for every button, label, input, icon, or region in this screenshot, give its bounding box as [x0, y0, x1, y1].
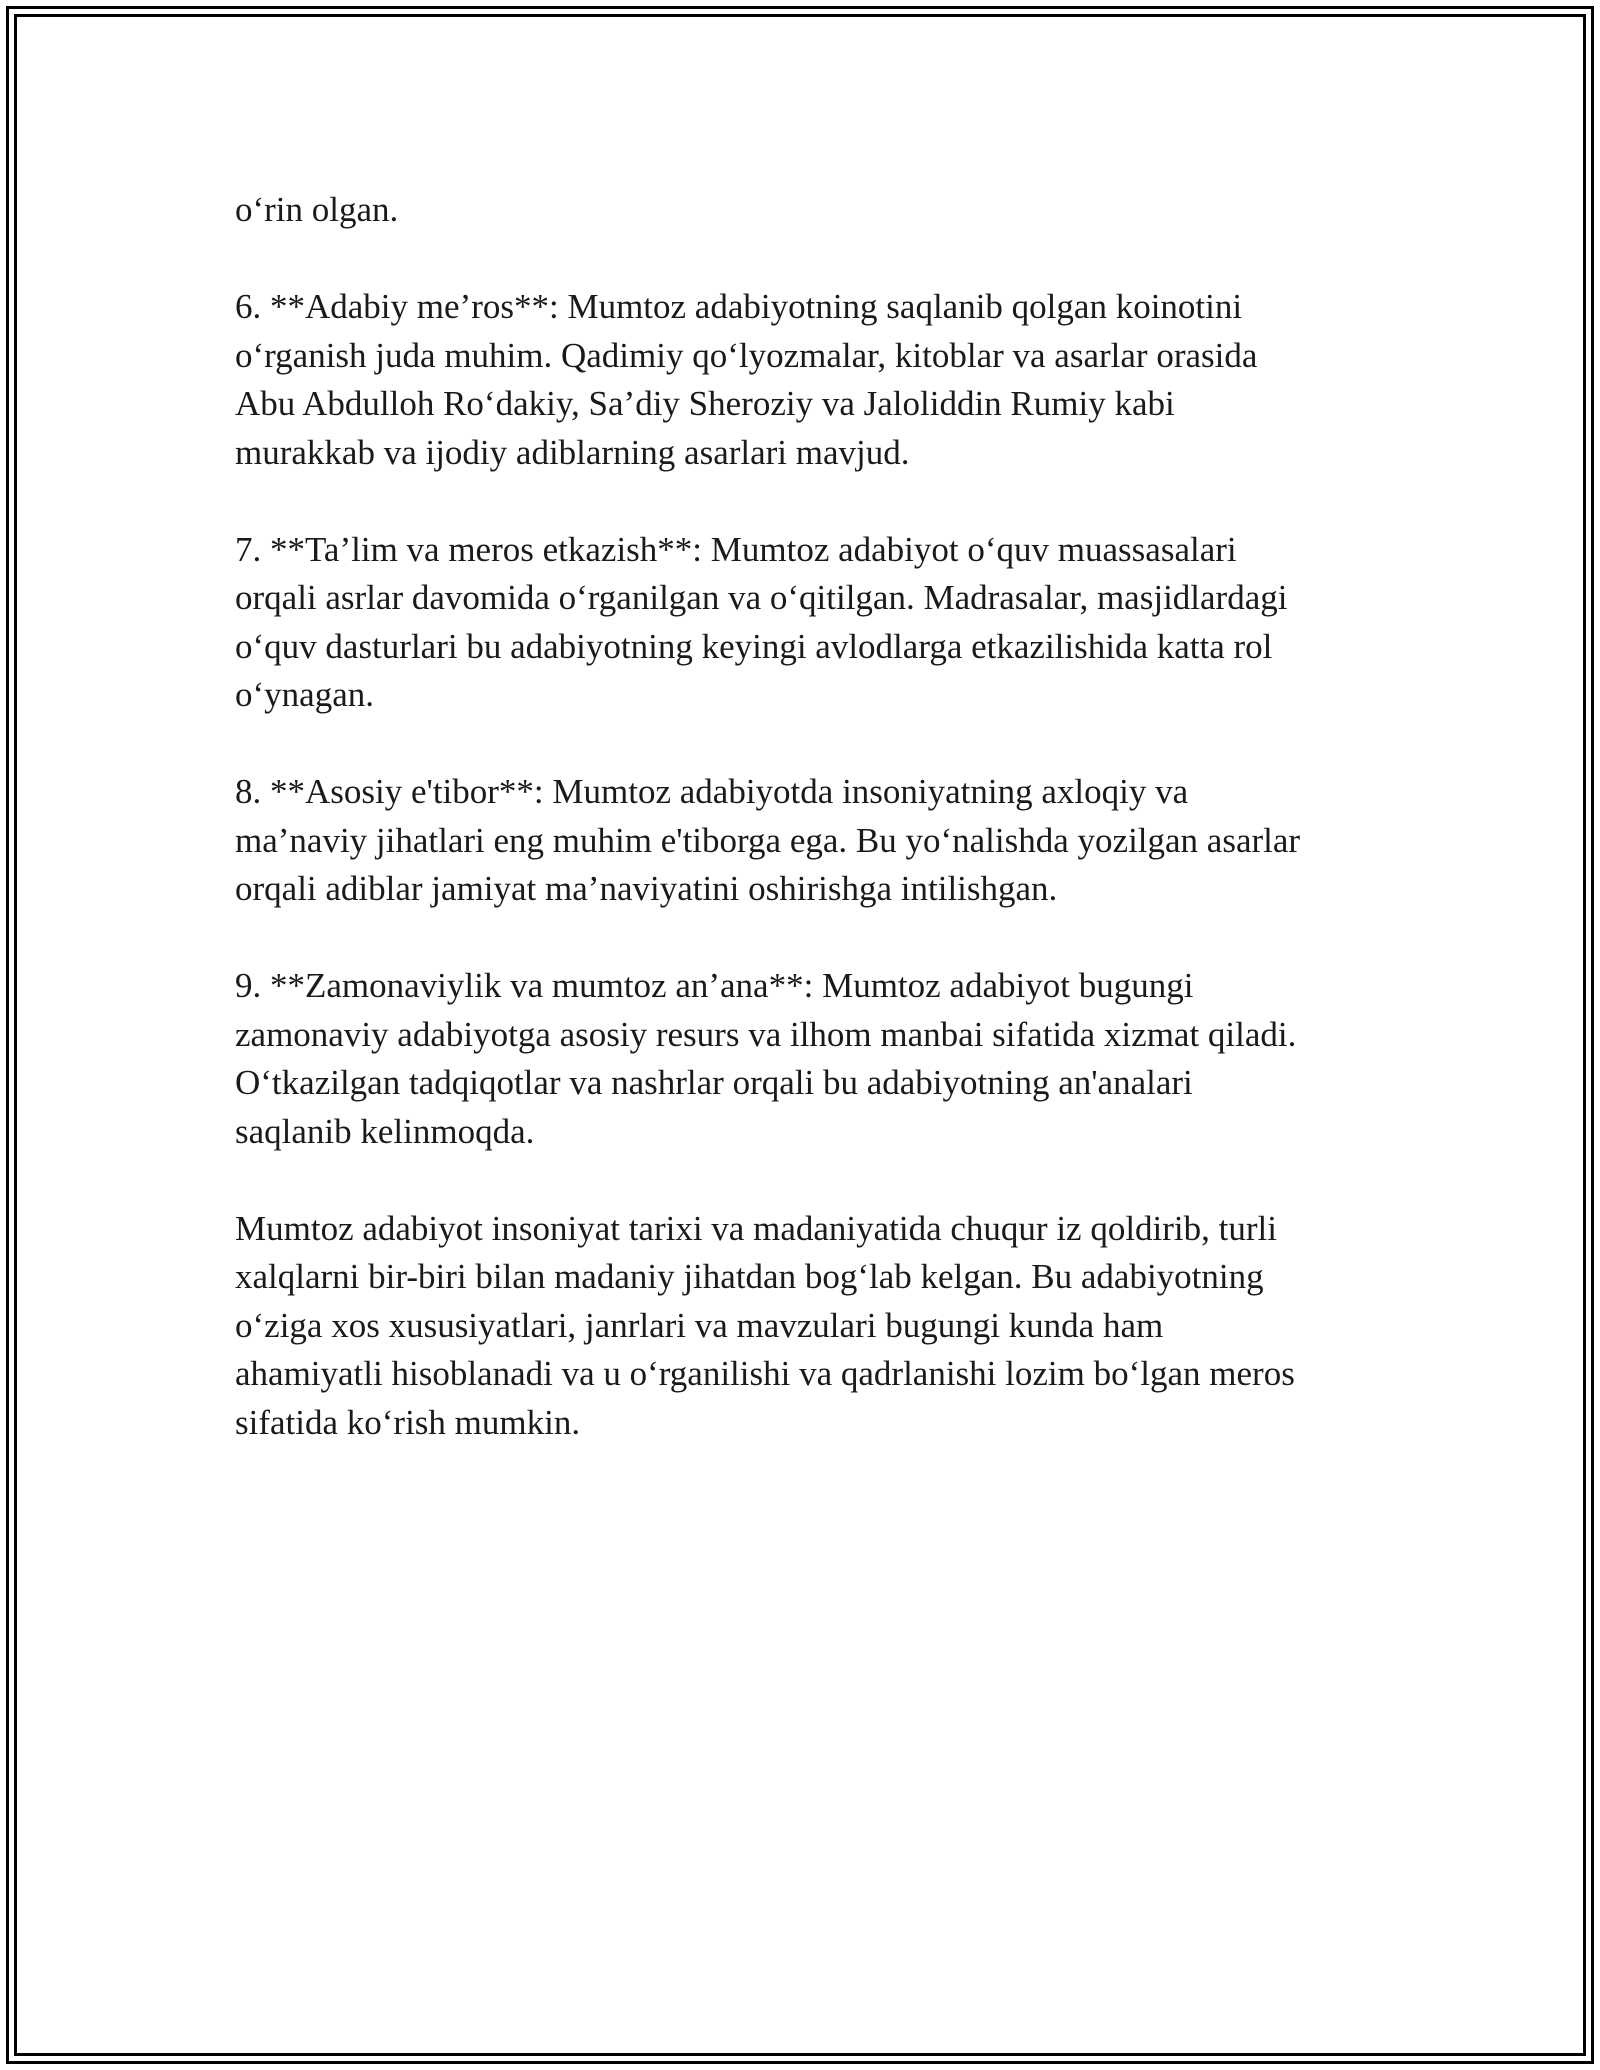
paragraph-item-8	[235, 768, 1375, 914]
text-line: Abu Abdulloh Ro‘dakiy, Sa’diy Sheroziy va Jaloliddin Rumiy kabi	[235, 384, 1175, 423]
text-line: 7. **Ta’lim va meros etkazish**: Mumtoz adabiyot o‘quv muassasalari	[235, 529, 1237, 569]
paragraph-continuation	[235, 186, 1375, 235]
text-line: O‘tkazilgan tadqiqotlar va nashrlar orqali bu adabiyotning an'analari	[235, 1063, 1193, 1102]
text-line: ahamiyatli hisoblanadi va u o‘rganilishi va qadrlanishi lozim bo‘lgan meros	[235, 1354, 1295, 1393]
text-line: o‘ziga xos xususiyatlari, janrlari va mavzulari bugungi kunda ham	[235, 1305, 1164, 1345]
document-body	[235, 186, 1375, 1496]
paragraph-conclusion	[235, 1205, 1375, 1448]
text-line: sifatida ko‘rish mumkin.	[235, 1402, 581, 1442]
text-line: 8. **Asosiy e'tibor**: Mumtoz adabiyotda insoniyatning axloqiy va	[235, 772, 1189, 811]
text-line: o‘rin olgan.	[235, 190, 399, 229]
text-line: o‘quv dasturlari bu adabiyotning keyingi avlodlarga etkazilishida katta rol	[235, 626, 1273, 666]
paragraph-item-7	[235, 526, 1375, 720]
text-line: ma’naviy jihatlari eng muhim e'tiborga ega. Bu yo‘nalishda yozilgan asarlar	[235, 820, 1301, 860]
text-line: orqali adiblar jamiyat ma’naviyatini oshirishga intilishgan.	[235, 869, 1058, 908]
text-line: 9. **Zamonaviylik va mumtoz an’ana**: Mumtoz adabiyot bugungi	[235, 966, 1194, 1005]
text-line: zamonaviy adabiyotga asosiy resurs va ilhom manbai sifatida xizmat qiladi.	[235, 1014, 1297, 1054]
text-line: Mumtoz adabiyot insoniyat tarixi va madaniyatida chuqur iz qoldirib, turli	[235, 1208, 1277, 1248]
text-line: saqlanib kelinmoqda.	[235, 1111, 535, 1151]
paragraph-item-6	[235, 283, 1375, 477]
paragraph-item-9	[235, 962, 1375, 1156]
text-line: orqali asrlar davomida o‘rganilgan va o‘qitilgan. Madrasalar, masjidlardagi	[235, 578, 1288, 617]
text-line: o‘ynagan.	[235, 675, 374, 714]
text-line: 6. **Adabiy me’ros**: Mumtoz adabiyotning saqlanib qolgan koinotini	[235, 287, 1243, 326]
text-line: murakkab va ijodiy adiblarning asarlari mavjud.	[235, 432, 910, 472]
text-line: xalqlarni bir-biri bilan madaniy jihatdan bog‘lab kelgan. Bu adabiyotning	[235, 1257, 1264, 1296]
text-line: o‘rganish juda muhim. Qadimiy qo‘lyozmalar, kitoblar va asarlar orasida	[235, 335, 1258, 375]
